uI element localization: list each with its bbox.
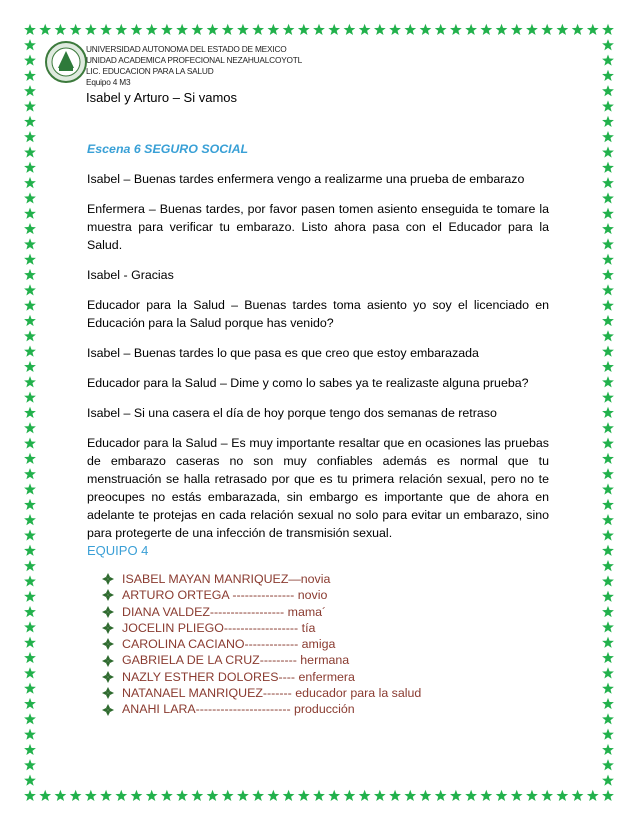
star-icon (511, 790, 523, 801)
star-icon (283, 24, 295, 35)
header-line: UNIVERSIDAD AUTONOMA DEL ESTADO DE MEXICO (86, 44, 287, 54)
team-member-label: NAZLY ESTHER DOLORES---- enfermera (122, 669, 355, 684)
dialogue-paragraph: Educador para la Salud – Buenas tardes toma asiento yo soy el licenciado en Educación para la Salud porque has venido? (87, 298, 549, 330)
diamond-bullet-icon (102, 704, 114, 716)
dialogue-paragraph: Isabel – Buenas tardes lo que pasa es que creo que estoy embarazada (87, 346, 479, 360)
star-icon (602, 545, 614, 556)
star-icon (435, 790, 447, 801)
star-icon (313, 24, 325, 35)
star-icon (602, 70, 614, 81)
star-icon (602, 744, 614, 755)
star-icon (602, 591, 614, 602)
header-line: LIC. EDUCACION PARA LA SALUD (86, 66, 214, 76)
star-icon (420, 790, 432, 801)
star-icon (602, 468, 614, 479)
star-icon (602, 453, 614, 464)
star-icon (602, 116, 614, 127)
diamond-bullet-icon (102, 606, 114, 618)
star-icon (465, 24, 477, 35)
star-icon (602, 238, 614, 249)
star-icon (602, 483, 614, 494)
star-icon (24, 223, 36, 234)
star-icon (602, 514, 614, 525)
star-icon (24, 575, 36, 586)
star-icon (602, 177, 614, 188)
star-icon (24, 238, 36, 249)
star-icon (389, 790, 401, 801)
star-icon (602, 499, 614, 510)
team-member (102, 701, 421, 717)
star-icon (85, 24, 97, 35)
team-member (102, 587, 421, 603)
team-member-label: GABRIELA DE LA CRUZ--------- hermana (122, 653, 350, 668)
star-icon (404, 24, 416, 35)
star-icon (602, 606, 614, 617)
team-member-label: JOCELIN PLIEGO------------------ tía (122, 620, 316, 635)
team-member (102, 571, 421, 587)
diamond-bullet-icon (102, 687, 114, 699)
star-icon (24, 254, 36, 265)
star-icon (24, 437, 36, 448)
star-icon (24, 453, 36, 464)
star-icon (328, 24, 340, 35)
star-icon (450, 24, 462, 35)
diamond-bullet-icon (102, 671, 114, 683)
star-icon (602, 729, 614, 740)
star-icon (511, 24, 523, 35)
star-icon (131, 790, 143, 801)
star-icon (24, 376, 36, 387)
star-icon (24, 54, 36, 65)
star-icon (267, 24, 279, 35)
star-icon (24, 560, 36, 571)
star-icon (146, 24, 158, 35)
star-icon (602, 376, 614, 387)
star-icon (602, 24, 614, 35)
star-icon (602, 146, 614, 157)
star-icon (55, 790, 67, 801)
star-icon (602, 621, 614, 632)
star-icon (526, 24, 538, 35)
star-icon (602, 698, 614, 709)
dialogue-paragraph: Isabel – Buenas tardes enfermera vengo a realizarme una prueba de embarazo (87, 172, 525, 186)
star-icon (602, 192, 614, 203)
team-member-label: ARTURO ORTEGA --------------- novio (122, 588, 328, 603)
star-icon (24, 698, 36, 709)
star-icon (55, 24, 67, 35)
star-icon (496, 790, 508, 801)
team-member-label: ISABEL MAYAN MANRIQUEZ—novia (122, 572, 331, 586)
star-icon (602, 131, 614, 142)
star-icon (602, 575, 614, 586)
star-icon (24, 774, 36, 785)
star-icon (359, 24, 371, 35)
star-icon (222, 24, 234, 35)
star-icon (24, 361, 36, 372)
scene-heading: Escena 6 SEGURO SOCIAL (87, 142, 249, 156)
star-icon (602, 391, 614, 402)
star-icon (404, 790, 416, 801)
star-icon (602, 713, 614, 724)
star-icon (252, 24, 264, 35)
document-title: Isabel y Arturo – Si vamos (86, 90, 238, 105)
star-icon (252, 790, 264, 801)
star-icon (602, 300, 614, 311)
star-icon (24, 269, 36, 280)
dialogue-paragraph: Educador para la Salud – Es muy importante resaltar que en ocasiones las pruebas de embarazo caseras no son muy confiables además es normal que tu menstruación se halla retrasado por que es tu primera relación sexual, pero no te preocupes no estás embarazada, sin embargo es importante que de ahora en adelante te protejas en cada relación sexual no solo para evitar un embarazo, sino para protegerte de una infección de transmisión sexual. (87, 436, 549, 540)
star-icon (222, 790, 234, 801)
star-icon (450, 790, 462, 801)
star-icon (24, 131, 36, 142)
star-icon (298, 24, 310, 35)
star-icon (602, 254, 614, 265)
star-icon (70, 790, 82, 801)
star-icon (24, 683, 36, 694)
star-icon (587, 790, 599, 801)
star-icon (24, 284, 36, 295)
star-icon (480, 790, 492, 801)
star-icon (191, 790, 203, 801)
diamond-bullet-icon (102, 638, 114, 650)
star-icon (100, 790, 112, 801)
star-icon (115, 24, 127, 35)
star-icon (602, 269, 614, 280)
university-seal-icon (44, 40, 88, 84)
star-icon (496, 24, 508, 35)
team-member (102, 604, 421, 620)
document-body (87, 140, 549, 554)
star-icon (24, 713, 36, 724)
star-icon (70, 24, 82, 35)
star-icon (237, 790, 249, 801)
star-icon (602, 100, 614, 111)
diamond-bullet-icon (102, 589, 114, 601)
star-icon (602, 346, 614, 357)
star-icon (24, 422, 36, 433)
dialogue-paragraph: Educador para la Salud – Dime y como lo sabes ya te realizaste alguna prueba? (87, 376, 529, 390)
star-icon (328, 790, 340, 801)
star-icon (24, 24, 36, 35)
star-icon (480, 24, 492, 35)
star-icon (24, 529, 36, 540)
star-icon (24, 208, 36, 219)
star-icon (24, 315, 36, 326)
team-member (102, 652, 421, 668)
star-icon (602, 437, 614, 448)
star-icon (24, 162, 36, 173)
star-icon (24, 514, 36, 525)
star-icon (85, 790, 97, 801)
star-icon (602, 652, 614, 663)
star-icon (602, 85, 614, 96)
star-icon (24, 330, 36, 341)
team-member (102, 685, 421, 701)
star-icon (541, 790, 553, 801)
diamond-bullet-icon (102, 655, 114, 667)
star-icon (100, 24, 112, 35)
star-icon (24, 116, 36, 127)
star-icon (24, 483, 36, 494)
star-icon (24, 100, 36, 111)
header-line: Equipo 4 M3 (86, 77, 131, 87)
star-icon (24, 606, 36, 617)
team-list (102, 571, 421, 718)
star-icon (420, 24, 432, 35)
team-member-label: DIANA VALDEZ------------------ mama´ (122, 604, 327, 619)
star-icon (207, 24, 219, 35)
team-member (102, 620, 421, 636)
star-icon (24, 499, 36, 510)
star-icon (602, 284, 614, 295)
star-icon (374, 790, 386, 801)
star-icon (237, 24, 249, 35)
star-icon (24, 652, 36, 663)
team-member-label: ANAHI LARA----------------------- producción (122, 702, 355, 717)
star-icon (161, 24, 173, 35)
star-icon (602, 422, 614, 433)
header-line: UNIDAD ACADEMICA PROFECIONAL NEZAHUALCOYOTL (86, 55, 303, 65)
star-icon (24, 300, 36, 311)
star-icon (24, 85, 36, 96)
star-icon (24, 744, 36, 755)
star-icon (556, 24, 568, 35)
star-icon (526, 790, 538, 801)
star-icon (24, 146, 36, 157)
star-icon (602, 529, 614, 540)
star-icon (298, 790, 310, 801)
team-member-label: NATANAEL MANRIQUEZ------- educador para la salud (122, 686, 422, 701)
star-icon (602, 759, 614, 770)
star-icon (602, 223, 614, 234)
star-icon (435, 24, 447, 35)
star-icon (374, 24, 386, 35)
star-icon (344, 24, 356, 35)
star-icon (24, 177, 36, 188)
star-icon (24, 621, 36, 632)
star-icon (602, 637, 614, 648)
star-icon (24, 545, 36, 556)
team-member (102, 636, 421, 652)
star-icon (541, 24, 553, 35)
star-icon (24, 346, 36, 357)
star-icon (39, 24, 51, 35)
star-icon (24, 667, 36, 678)
star-icon (24, 637, 36, 648)
star-icon (115, 790, 127, 801)
star-icon (602, 315, 614, 326)
star-icon (602, 361, 614, 372)
star-icon (602, 683, 614, 694)
star-icon (176, 790, 188, 801)
star-icon (602, 208, 614, 219)
star-icon (572, 24, 584, 35)
star-icon (602, 560, 614, 571)
star-icon (146, 790, 158, 801)
institution-header (86, 44, 302, 88)
diamond-bullet-icon (102, 622, 114, 634)
star-icon (602, 162, 614, 173)
star-icon (24, 790, 36, 801)
star-icon (24, 39, 36, 50)
star-icon (465, 790, 477, 801)
star-icon (161, 790, 173, 801)
star-icon (24, 729, 36, 740)
star-icon (602, 790, 614, 801)
star-icon (24, 468, 36, 479)
star-icon (24, 391, 36, 402)
star-icon (602, 407, 614, 418)
star-icon (359, 790, 371, 801)
dialogue-paragraph: Isabel – Si una casera el día de hoy porque tengo dos semanas de retraso (87, 406, 497, 420)
star-icon (602, 54, 614, 65)
star-icon (602, 774, 614, 785)
dialogue-paragraph: Enfermera – Buenas tardes, por favor pasen tomen asiento enseguida te tomare la muestra para verificar tu embarazo. Listo ahora pasa con el Educador para la Salud. (87, 202, 549, 252)
star-icon (602, 39, 614, 50)
star-icon (602, 667, 614, 678)
team-member-label: CAROLINA CACIANO------------- amiga (122, 637, 336, 652)
star-icon (24, 591, 36, 602)
star-icon (313, 790, 325, 801)
team-title: EQUIPO 4 (87, 543, 149, 558)
star-icon (344, 790, 356, 801)
team-member (102, 669, 421, 685)
diamond-bullet-icon (102, 573, 114, 585)
star-icon (602, 330, 614, 341)
dialogue-paragraph: Isabel - Gracias (87, 268, 174, 282)
star-icon (191, 24, 203, 35)
star-icon (283, 790, 295, 801)
star-icon (24, 70, 36, 81)
star-icon (267, 790, 279, 801)
star-icon (24, 759, 36, 770)
star-icon (389, 24, 401, 35)
star-icon (207, 790, 219, 801)
star-icon (176, 24, 188, 35)
star-icon (587, 24, 599, 35)
star-icon (572, 790, 584, 801)
star-icon (39, 790, 51, 801)
star-icon (24, 192, 36, 203)
star-icon (131, 24, 143, 35)
star-icon (556, 790, 568, 801)
star-icon (24, 407, 36, 418)
